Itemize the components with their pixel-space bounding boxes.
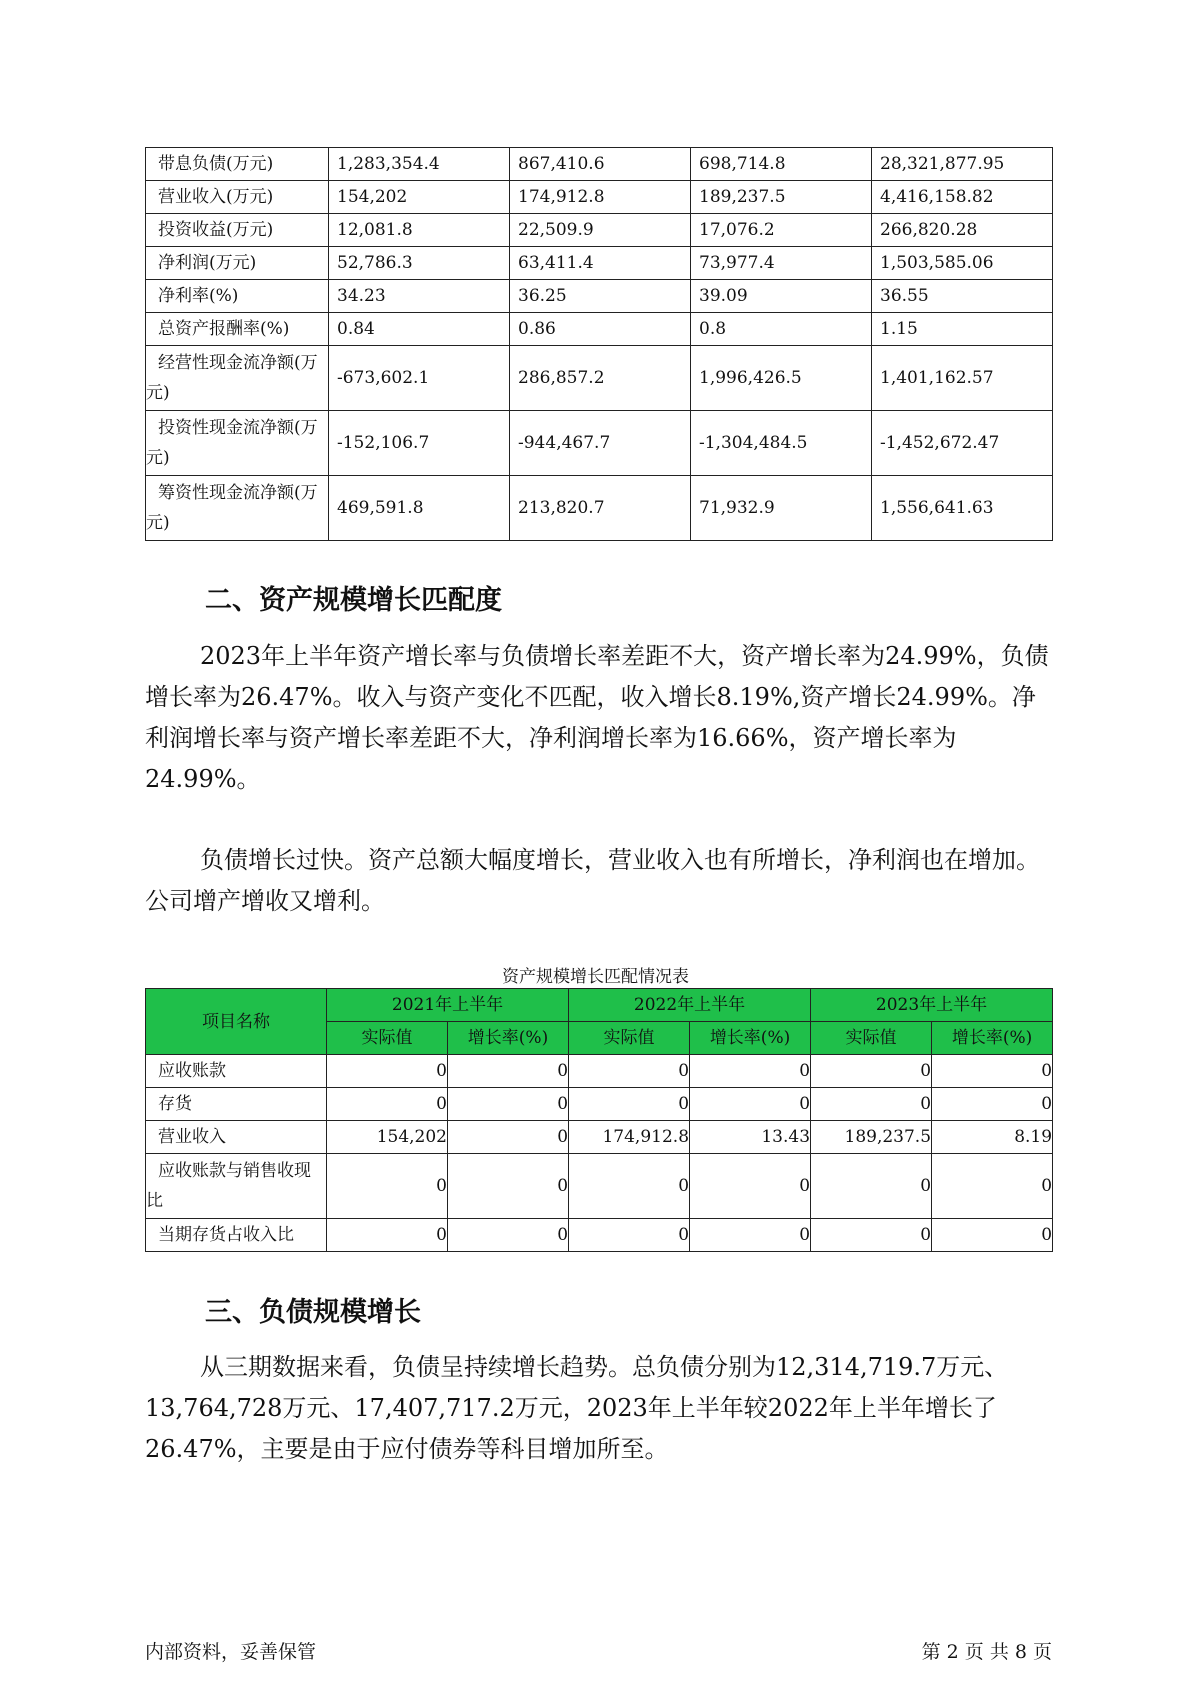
- table-cell: 1,401,162.57: [872, 346, 1053, 411]
- row-label: 带息负债(万元): [146, 148, 329, 181]
- table-cell: 36.25: [510, 280, 691, 313]
- table-cell: 0: [569, 1219, 690, 1252]
- header-period: 2021年上半年: [327, 989, 569, 1022]
- header-actual: 实际值: [811, 1022, 932, 1055]
- body-paragraph: 2023年上半年资产增长率与负债增长率差距不大，资产增长率为24.99%，负债增长率为26.47%。收入与资产变化不匹配，收入增长8.19%,资产增长24.99%。净利润增长率与资产增长率差距不大，净利润增长率为16.66%，资产增长率为24.99%。: [145, 642, 1049, 793]
- table-cell: 13.43: [690, 1121, 811, 1154]
- table-cell: -152,106.7: [329, 411, 510, 476]
- table-row: [146, 214, 1053, 247]
- table-cell: 0: [690, 1154, 811, 1219]
- table-row: [146, 346, 1053, 411]
- row-label: 净利润(万元): [146, 247, 329, 280]
- table-cell: 0.84: [329, 313, 510, 346]
- header-period: 2022年上半年: [569, 989, 811, 1022]
- table-row: [146, 148, 1053, 181]
- table-cell: -1,304,484.5: [691, 411, 872, 476]
- table-row: [146, 280, 1053, 313]
- table-cell: -1,452,672.47: [872, 411, 1053, 476]
- table-row: [146, 1088, 1053, 1121]
- table-cell: 12,081.8: [329, 214, 510, 247]
- header-period: 2023年上半年: [811, 989, 1053, 1022]
- row-label: 筹资性现金流净额(万元): [146, 476, 329, 541]
- table-row: [146, 1219, 1053, 1252]
- table-cell: 189,237.5: [691, 181, 872, 214]
- row-label: 投资收益(万元): [146, 214, 329, 247]
- table-cell: 0: [448, 1219, 569, 1252]
- header-growth: 增长率(%): [932, 1022, 1053, 1055]
- table-cell: -673,602.1: [329, 346, 510, 411]
- table-cell: 0: [811, 1219, 932, 1252]
- table-cell: 1,556,641.63: [872, 476, 1053, 541]
- row-label: 总资产报酬率(%): [146, 313, 329, 346]
- body-paragraph: 负债增长过快。资产总额大幅度增长，营业收入也有所增长，净利润也在增加。公司增产增收又增利。: [145, 846, 1040, 915]
- row-label: 净利率(%): [146, 280, 329, 313]
- table-cell: 1,503,585.06: [872, 247, 1053, 280]
- header-growth: 增长率(%): [690, 1022, 811, 1055]
- row-label: 经营性现金流净额(万元): [146, 346, 329, 411]
- table-cell: 1.15: [872, 313, 1053, 346]
- table-cell: 0: [448, 1055, 569, 1088]
- row-label: 营业收入(万元): [146, 181, 329, 214]
- table-cell: 63,411.4: [510, 247, 691, 280]
- table-cell: 0: [932, 1154, 1053, 1219]
- table-cell: 0: [327, 1088, 448, 1121]
- table-cell: 266,820.28: [872, 214, 1053, 247]
- table-cell: 154,202: [329, 181, 510, 214]
- table-cell: 0: [327, 1219, 448, 1252]
- table-row: [146, 1121, 1053, 1154]
- table-cell: 0: [569, 1088, 690, 1121]
- table-row: [146, 313, 1053, 346]
- row-label: 应收账款: [146, 1055, 327, 1088]
- row-label: 当期存货占收入比: [146, 1219, 327, 1252]
- table-cell: 4,416,158.82: [872, 181, 1053, 214]
- table-cell: 0: [569, 1154, 690, 1219]
- header-actual: 实际值: [327, 1022, 448, 1055]
- table-cell: 0.8: [691, 313, 872, 346]
- table-cell: 0: [448, 1121, 569, 1154]
- table-cell: 867,410.6: [510, 148, 691, 181]
- table-cell: 0: [569, 1055, 690, 1088]
- row-label: 存货: [146, 1088, 327, 1121]
- table-cell: 0: [811, 1154, 932, 1219]
- table-cell: 0: [932, 1088, 1053, 1121]
- table-cell: -944,467.7: [510, 411, 691, 476]
- table-cell: 34.23: [329, 280, 510, 313]
- asset-growth-match-table: [145, 988, 1053, 1252]
- table-cell: 469,591.8: [329, 476, 510, 541]
- table-cell: 28,321,877.95: [872, 148, 1053, 181]
- table-cell: 8.19: [932, 1121, 1053, 1154]
- table-cell: 174,912.8: [510, 181, 691, 214]
- table-cell: 698,714.8: [691, 148, 872, 181]
- page-number: 第 2 页 共 8 页: [921, 1641, 1052, 1663]
- table-cell: 1,283,354.4: [329, 148, 510, 181]
- table-cell: 71,932.9: [691, 476, 872, 541]
- table-row: [146, 476, 1053, 541]
- table-cell: 0: [811, 1055, 932, 1088]
- header-row: [146, 989, 1053, 1022]
- header-actual: 实际值: [569, 1022, 690, 1055]
- financial-indicators-table: [145, 147, 1053, 541]
- table-row: [146, 181, 1053, 214]
- table-cell: 0: [690, 1055, 811, 1088]
- body-paragraph: 从三期数据来看，负债呈持续增长趋势。总负债分别为12,314,719.7万元、13,764,728万元、17,407,717.2万元，2023年上半年较2022年上半年增长了26.47%，主要是由于应付债券等科目增加所至。: [145, 1353, 1009, 1463]
- table-cell: 0: [932, 1219, 1053, 1252]
- table-cell: 1,996,426.5: [691, 346, 872, 411]
- table-row: [146, 1055, 1053, 1088]
- table-cell: 213,820.7: [510, 476, 691, 541]
- table-row: [146, 1154, 1053, 1219]
- table-cell: 154,202: [327, 1121, 448, 1154]
- table-cell: 52,786.3: [329, 247, 510, 280]
- footer-confidential-note: 内部资料，妥善保管: [145, 1641, 317, 1663]
- table-row: [146, 247, 1053, 280]
- row-label: 营业收入: [146, 1121, 327, 1154]
- table-cell: 189,237.5: [811, 1121, 932, 1154]
- table-cell: 17,076.2: [691, 214, 872, 247]
- table-cell: 36.55: [872, 280, 1053, 313]
- table-cell: 0: [448, 1088, 569, 1121]
- section-heading: 三、负债规模增长: [205, 1297, 421, 1328]
- table-cell: 286,857.2: [510, 346, 691, 411]
- section-heading: 二、资产规模增长匹配度: [205, 585, 502, 616]
- table-cell: 0.86: [510, 313, 691, 346]
- table-cell: 0: [690, 1219, 811, 1252]
- header-growth: 增长率(%): [448, 1022, 569, 1055]
- table-cell: 22,509.9: [510, 214, 691, 247]
- table-cell: 0: [811, 1088, 932, 1121]
- table-cell: 0: [690, 1088, 811, 1121]
- table-cell: 0: [932, 1055, 1053, 1088]
- table-cell: 0: [327, 1055, 448, 1088]
- table-cell: 0: [327, 1154, 448, 1219]
- header-item-name: 项目名称: [146, 989, 327, 1055]
- table-cell: 39.09: [691, 280, 872, 313]
- table-cell: 0: [448, 1154, 569, 1219]
- row-label: 投资性现金流净额(万元): [146, 411, 329, 476]
- row-label: 应收账款与销售收现比: [146, 1154, 327, 1219]
- table-cell: 73,977.4: [691, 247, 872, 280]
- table-row: [146, 411, 1053, 476]
- table-cell: 174,912.8: [569, 1121, 690, 1154]
- table-caption: 资产规模增长匹配情况表: [502, 967, 689, 987]
